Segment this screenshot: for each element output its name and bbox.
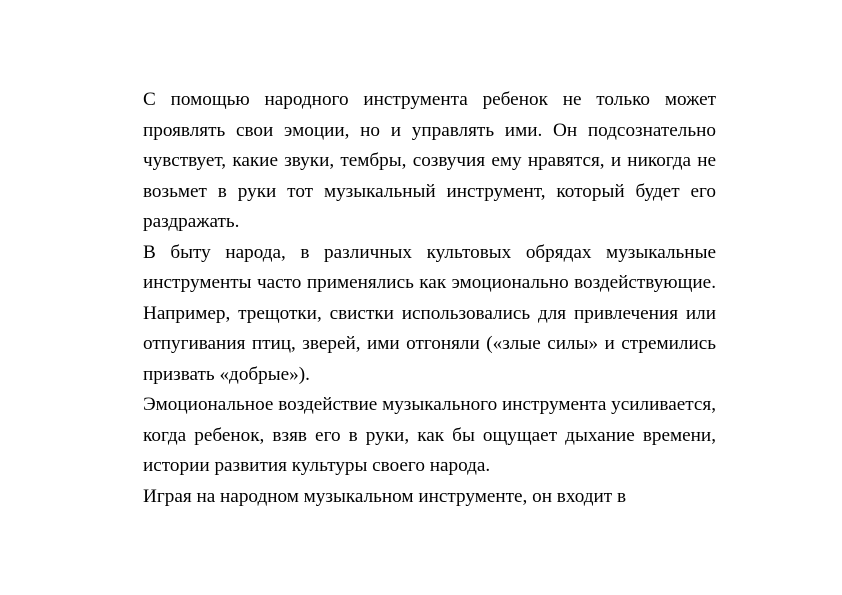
paragraph-3: Эмоциональное воздействие музыкального инструмента усиливается, когда ребенок, взяв его в руки, как бы ощущает дыхание времени, истории развития культуры своего народа.: [143, 394, 716, 476]
document-text: [143, 85, 716, 512]
paragraph-1: С помощью народного инструмента ребенок не только может проявлять свои эмоции, но и управлять ими. Он подсознательно чувствует, какие звуки, тембры, созвучия ему нравятся, и никогда не возьмет в руки тот музыкальный инструмент, который будет его раздражать.: [143, 89, 716, 232]
paragraph-4: Играя на народном музыкальном инструменте, он входит в: [143, 485, 627, 507]
paragraph-2: В быту народа, в различных культовых обрядах музыкальные инструменты часто применялись как эмоционально воздействующие. Например, трещотки, свистки использовались для привлечения или отпугивания птиц, зверей, ими отгоняли («злые силы» и стремились призвать «добрые»).: [143, 241, 716, 385]
